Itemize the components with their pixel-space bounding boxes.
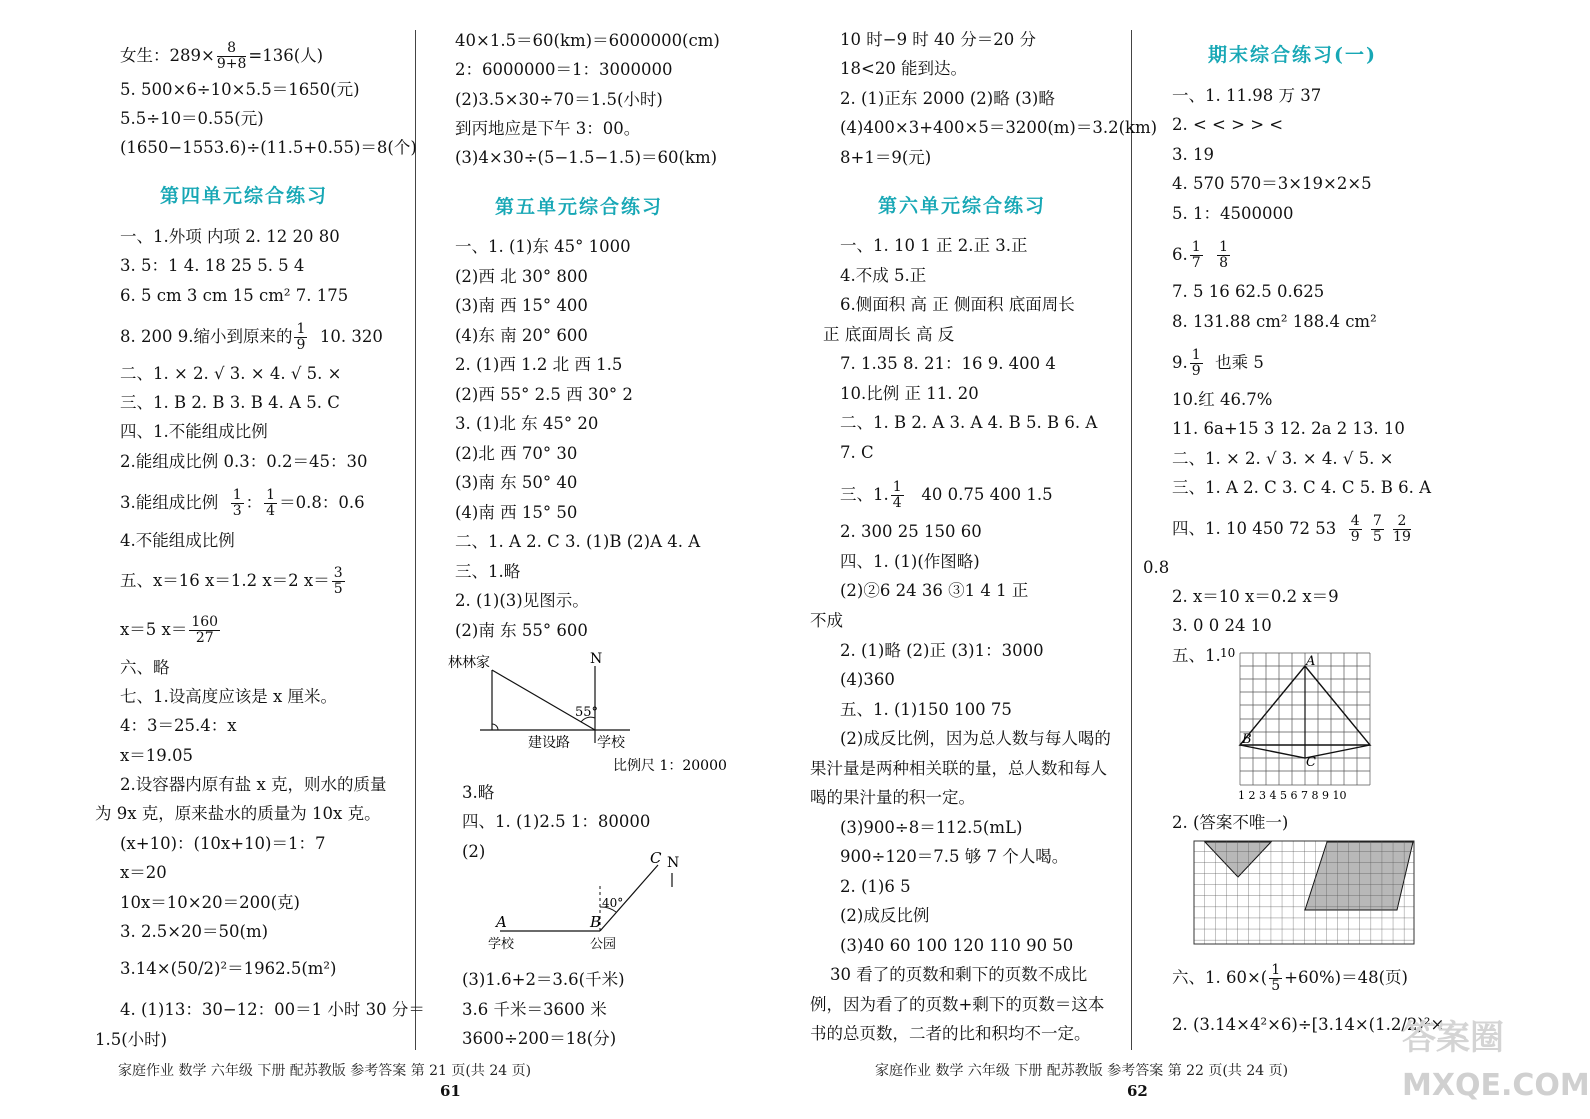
answer-line: (4)南 西 15° 50 [455,503,578,522]
answer-line: (x+10)：(10x+10)＝1：7 [120,834,326,853]
answer-line: 2. (答案不唯一) [1172,813,1289,832]
answer-line: 到丙地应是下午 3：00。 [455,119,641,138]
answer-line: 8+1＝9(元) [840,148,932,167]
answer-line: 5.5÷10＝0.55(元) [120,109,264,128]
answer-line: 0.8 [1143,558,1170,577]
route-point-a: A [496,913,507,931]
answer-line: 10.红 46.7% [1172,390,1273,409]
answer-line: 二、1. × 2. √ 3. × 4. √ 5. × [120,364,342,383]
map-label-home: 林林家 [448,655,490,671]
answer-line: 30 看了的页数和剩下的页数不成比 [830,965,1088,984]
answer-line: 2. x＝10 x＝0.2 x＝9 [1172,587,1339,606]
answer-line: (2)北 西 70° 30 [455,444,578,463]
answer-line: 11. 6a+15 3 12. 2a 2 13. 10 [1172,419,1405,438]
page-number-right: 62 [1127,1082,1148,1100]
watermark-logo: 答案圈 [1402,1018,1504,1058]
route-point-b: B [590,913,602,931]
route-park: 公园 [590,937,617,952]
answer-line: 5. 500×6÷10×5.5＝1650(元) [120,80,360,99]
answer-line: 3.能组成比例 $\frac{1}{3}$ ： $\frac{1}{4}$ ＝0.8：0.6 [120,487,365,519]
answer-line: 二、1. A 2. C 3. (1)B (2)A 4. A [455,532,701,551]
fraction: $\frac{1}{9}$ [1191,347,1201,379]
column-divider [415,30,416,1050]
fraction: $\frac{3}{5}$ [333,565,343,597]
answer-line: 五、1. [1172,646,1221,665]
answer-line: 7. 1.35 8. 21：16 9. 400 4 [840,354,1056,373]
page-footer-left: 家庭作业 数学 六年级 下册 配苏教版 参考答案 第 21 页(共 24 页) [118,1063,532,1079]
watermark-url: MXQE.COM [1402,1068,1590,1103]
fraction: $\frac{8}{9+8}$ [216,40,247,72]
answer-line: 一、1.外项 内项 2. 12 20 80 [120,227,340,246]
answer-line: 2.能组成比例 0.3：0.2＝45：30 [120,452,368,471]
answer-line: (4)360 [840,670,895,689]
route-school: 学校 [488,937,515,952]
answer-line: 3600÷200＝18(分) [462,1029,617,1048]
answer-line: 2. < < > > < [1172,115,1284,134]
answer-line: 6. $\frac{1}{7}$ $\frac{1}{8}$ [1172,239,1229,271]
answer-line: 5. 1：4500000 [1172,204,1294,223]
answer-line: 4.不能组成比例 [120,531,235,550]
answer-line: 六、略 [120,658,170,677]
answer-line: 4. 570 570＝3×19×2×5 [1172,174,1372,193]
answer-line: 900÷120＝7.5 够 7 个人喝。 [840,847,1069,866]
answer-line: 三、1. B 2. B 3. B 4. A 5. C [120,393,340,412]
map-label-north: N [590,651,603,667]
answer-line: 2. (1)正东 2000 (2)略 (3)略 [840,89,1055,108]
answer-line: (2)西 北 30° 800 [455,267,588,286]
map-label-school: 学校 [597,735,625,751]
answer-line: (2)3.5×30÷70＝1.5(小时) [455,90,663,109]
answer-line: x＝19.05 [120,746,194,765]
fraction: $\frac{160}{27}$ [191,614,219,646]
answer-line: 2. (1)略 (2)正 (3)1：3000 [840,641,1044,660]
answer-line: 喝的果汁量的积一定。 [810,788,975,807]
answer-line: 三、1. $\frac{1}{4}$ 40 0.75 400 1.5 [840,479,1053,511]
answer-line: 一、1. 11.98 万 37 [1172,86,1322,105]
fraction: $\frac{1}{3}$ [232,487,242,519]
fraction: $\frac{1}{4}$ [266,487,276,519]
answer-line: (3)4×30÷(5−1.5−1.5)＝60(km) [455,148,718,167]
answer-line: 4. (1)13：30−12：00＝1 小时 30 分＝ [120,1000,425,1019]
answer-line: 2. (1)(3)见图示。 [455,591,589,610]
fraction: $\frac{7}{5}$ [1372,513,1382,545]
fraction: $\frac{2}{19}$ [1393,513,1411,545]
answer-line: 例，因为看了的页数+剩下的页数＝这本 [810,995,1105,1014]
grid-x-ticks: 1 2 3 4 5 6 7 8 9 10 [1238,789,1347,802]
answer-line: 女生：289× $\frac{8}{9+8}$ =136(人) [120,40,324,72]
answer-line: 四、1. (1)2.5 1：80000 [462,812,651,831]
answer-line: (4)东 南 20° 600 [455,326,588,345]
answer-line: 7. C [840,443,874,462]
answer-line: 6. 5 cm 3 cm 15 cm² 7. 175 [120,286,349,305]
grid-point-c: C [1306,755,1316,770]
answer-line: 正 底面周长 高 反 [823,325,955,344]
answer-line: 4：3＝25.4：x [120,716,237,735]
answer-line: (4)400×3+400×5＝3200(m)＝3.2(km) [840,118,1158,137]
route-north: N [667,855,680,871]
route-figure [480,845,700,955]
answer-line: 二、1. × 2. √ 3. × 4. √ 5. × [1172,449,1394,468]
route-angle: 40° [602,896,624,910]
answer-line: 2. (3.14×4²×6)÷[3.14×(1.2/2)²× [1172,1015,1445,1034]
answer-line: 6.侧面积 高 正 侧面积 底面周长 [840,295,1075,314]
answer-line: x＝20 [120,863,167,882]
answer-line: 五、x＝16 x＝1.2 x＝2 x＝ $\frac{3}{5}$ [120,565,343,597]
answer-line: (3)900÷8＝112.5(mL) [840,818,1023,837]
answer-line: (3)40 60 100 120 110 90 50 [840,936,1074,955]
answer-line: 二、1. B 2. A 3. A 4. B 5. B 6. A [840,413,1098,432]
answer-line: 六、1. 60×( $\frac{1}{5}$ +60%)＝48(页) [1172,962,1408,994]
answer-line: 果汁量是两种相关联的量，总人数和每人 [810,759,1107,778]
answer-line: 18<20 能到达。 [840,59,968,78]
answer-line: (2) [462,842,486,861]
answer-line: (2)南 东 55° 600 [455,621,588,640]
answer-line: 三、1. A 2. C 3. C 4. C 5. B 6. A [1172,478,1431,497]
answer-line: 四、1. 10 450 72 53 $\frac{4}{9}$ $\frac{7}{5}$ $\frac{2}{19}$ [1172,513,1411,545]
answer-line: (2)西 55° 2.5 西 30° 2 [455,385,633,404]
answer-line: 2. (1)西 1.2 北 西 1.5 [455,355,623,374]
column-divider [1131,30,1132,1050]
map-scale: 比例尺 1：20000 [613,758,727,774]
answer-line: 三、1.略 [455,562,521,581]
route-point-c: C [650,849,662,867]
fraction: $\frac{1}{9}$ [296,321,306,353]
answer-line: 3. 2.5×20＝50(m) [120,922,269,941]
answer-line: (2)成反比例 [840,906,930,925]
grid-point-b: B [1242,732,1252,747]
shaded-grid-figure [1193,840,1415,945]
answer-line: 9. $\frac{1}{9}$ 也乘 5 [1172,347,1264,379]
answer-line: x＝5 x＝ $\frac{160}{27}$ [120,614,219,646]
grid-point-a: A [1306,654,1316,669]
fraction: $\frac{1}{5}$ [1271,962,1281,994]
answer-line: (2)②6 24 36 ③1 4 1 正 [840,581,1029,600]
answer-line: 不成 [810,611,843,630]
answer-line: 书的总页数，二者的比和积均不一定。 [810,1024,1091,1043]
answer-line: 8. 200 9.缩小到原来的 $\frac{1}{9}$ 10. 320 [120,321,383,353]
answer-line: 3. (1)北 东 45° 20 [455,414,599,433]
answer-line: 七、1.设高度应该是 x 厘米。 [120,687,338,706]
fraction: $\frac{1}{8}$ [1219,239,1229,271]
fraction: $\frac{1}{7}$ [1191,239,1201,271]
answer-line: (3)1.6+2＝3.6(千米) [462,970,625,989]
page-number-left: 61 [440,1082,461,1100]
answer-line: 1.5(小时) [95,1030,168,1049]
coordinate-grid-figure [1210,645,1390,805]
answer-line: 7. 5 16 62.5 0.625 [1172,282,1325,301]
answer-line: 3.6 千米＝3600 米 [462,1000,607,1019]
answer-line: 四、1.不能组成比例 [120,422,268,441]
map-label-road: 建设路 [528,735,570,751]
page-footer-right: 家庭作业 数学 六年级 下册 配苏教版 参考答案 第 22 页(共 24 页) [875,1063,1289,1079]
answer-line: 3.略 [462,783,495,802]
answer-line: (3)南 东 50° 40 [455,473,578,492]
answer-line: 3. 0 0 24 10 [1172,616,1272,635]
fraction: $\frac{1}{4}$ [892,479,902,511]
answer-line: 一、1. (1)东 45° 1000 [455,237,631,256]
answer-line: 10.比例 正 11. 20 [840,384,979,403]
answer-line: 2.设容器内原有盐 x 克，则水的质量 [120,775,387,794]
answer-line: 五、1. (1)150 100 75 [840,700,1012,719]
answer-line: (1650−1553.6)÷(11.5+0.55)＝8(个) [120,138,417,157]
grid-y-top: 10 [1220,646,1236,660]
answer-line: (3)南 西 15° 400 [455,296,588,315]
answer-line: 4.不成 5.正 [840,266,927,285]
answer-line: 一、1. 10 1 正 2.正 3.正 [840,236,1028,255]
answer-line: 8. 131.88 cm² 188.4 cm² [1172,312,1377,331]
answer-line: 为 9x 克，原来盐水的质量为 10x 克。 [95,804,381,823]
answer-line: 2. (1)6 5 [840,877,911,896]
answer-line: 3. 19 [1172,145,1214,164]
answer-line: 3.14×(50/2)²＝1962.5(m²) [120,959,337,978]
section-title: 第五单元综合练习 [495,196,664,218]
answer-line: 10x＝10×20＝200(克) [120,893,300,912]
answer-line: (2)成反比例，因为总人数与每人喝的 [840,729,1111,748]
direction-map-figure [440,648,740,778]
answer-line: 四、1. (1)(作图略) [840,552,980,571]
answer-line: 40×1.5＝60(km)＝6000000(cm) [455,31,720,50]
answer-line: 10 时−9 时 40 分＝20 分 [840,30,1037,49]
fraction: $\frac{4}{9}$ [1350,513,1360,545]
section-title: 第六单元综合练习 [878,195,1047,217]
section-title: 期末综合练习(一) [1208,44,1377,66]
answer-line: 3. 5：1 4. 18 25 5. 5 4 [120,256,305,275]
answer-line: 2. 300 25 150 60 [840,522,982,541]
answer-line: 2：6000000＝1：3000000 [455,60,673,79]
section-title: 第四单元综合练习 [160,185,329,207]
map-label-angle: 55° [575,705,599,720]
